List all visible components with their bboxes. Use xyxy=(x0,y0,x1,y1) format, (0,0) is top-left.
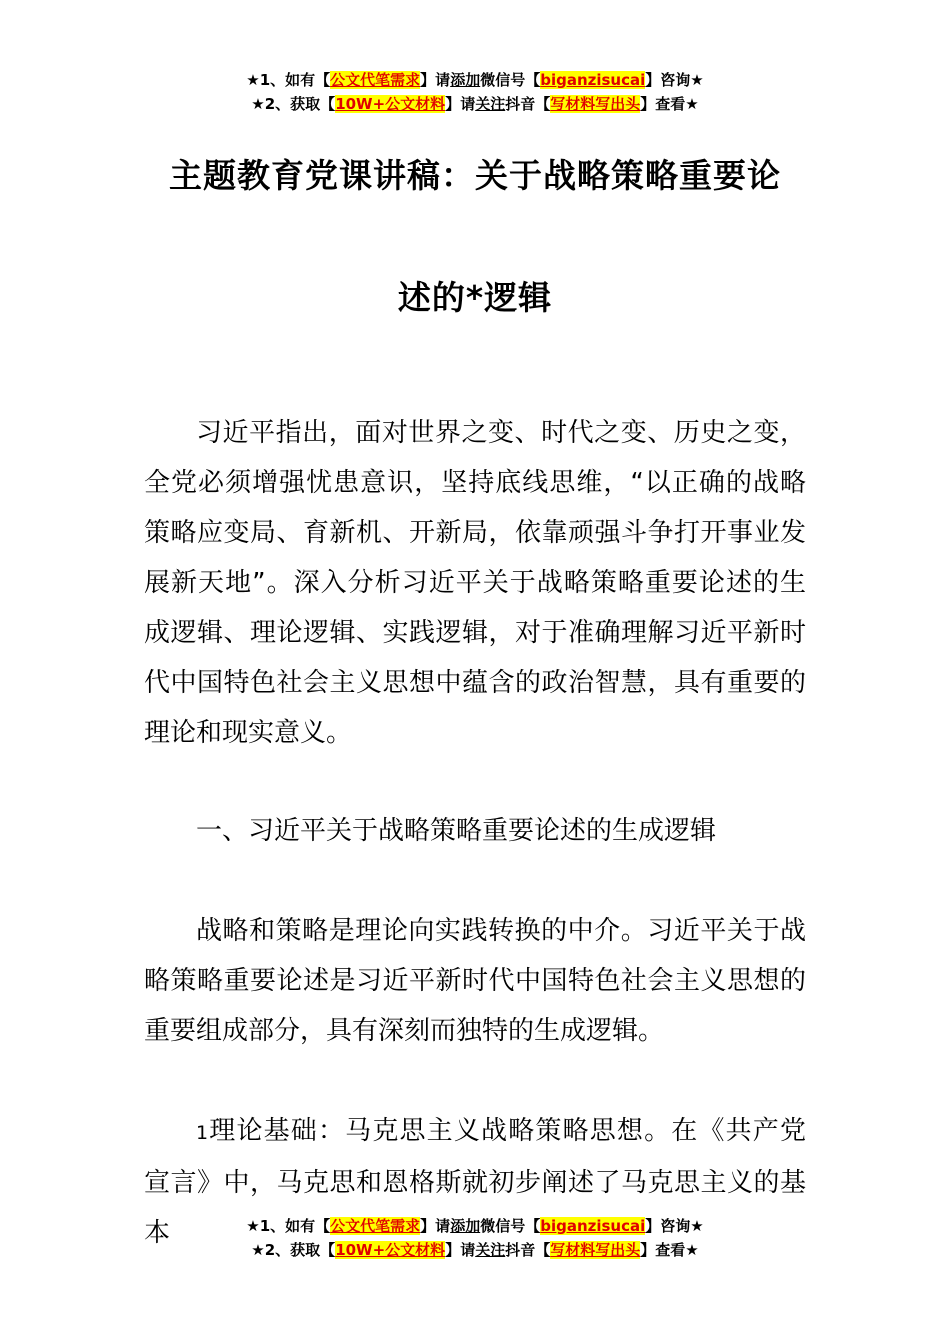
banner-line-2 xyxy=(0,92,950,116)
banner-text: 】请 xyxy=(445,1241,476,1259)
highlight-service: 公文代笔需求 xyxy=(330,71,421,89)
banner-text: 添加 xyxy=(450,1217,481,1235)
banner-text: 抖音【 xyxy=(505,95,551,113)
banner-text: 添加 xyxy=(450,71,481,89)
section-heading-1: 一、习近平关于战略策略重要论述的生成逻辑 xyxy=(196,816,717,846)
highlight-wechat-id: biganzisucai xyxy=(540,71,646,89)
highlight-service: 公文代笔需求 xyxy=(330,1217,421,1235)
banner-text: ★1、如有【 xyxy=(246,71,331,89)
banner-text: ★2、获取【 xyxy=(251,1241,336,1259)
banner-line-2 xyxy=(0,1238,950,1262)
banner-text: 】咨询★ xyxy=(645,71,704,89)
highlight-douyin-id: 写材料写出头 xyxy=(550,95,641,113)
banner-text: 抖音【 xyxy=(505,1241,551,1259)
highlight-materials: 10W+公文材料 xyxy=(335,95,446,113)
banner-text: 】查看★ xyxy=(640,1241,699,1259)
highlight-douyin-id: 写材料写出头 xyxy=(550,1241,641,1259)
banner-text: 微信号【 xyxy=(480,1217,541,1235)
paragraph-text: 理论基础：马克思主义战略策略思想。在《共产党宣言》中，马克思和恩格斯就初步阐述了马克思主义的基本 xyxy=(144,1116,806,1248)
banner-text: 】咨询★ xyxy=(645,1217,704,1235)
banner-line-1 xyxy=(0,1214,950,1238)
banner-text: ★1、如有【 xyxy=(246,1217,331,1235)
document-title-line-2: 述的*逻辑 xyxy=(397,278,553,317)
highlight-wechat-id: biganzisucai xyxy=(540,1217,646,1235)
banner-text: 】请 xyxy=(420,1217,451,1235)
banner-line-1 xyxy=(0,68,950,92)
highlight-materials: 10W+公文材料 xyxy=(335,1241,446,1259)
header-banner xyxy=(0,68,950,116)
banner-text: 微信号【 xyxy=(480,71,541,89)
banner-text: 关注 xyxy=(475,1241,506,1259)
banner-text: 】请 xyxy=(445,95,476,113)
banner-text: 】请 xyxy=(420,71,451,89)
paragraph-number: 1 xyxy=(196,1122,209,1144)
banner-text: 关注 xyxy=(475,95,506,113)
banner-text: ★2、获取【 xyxy=(251,95,336,113)
banner-text: 】查看★ xyxy=(640,95,699,113)
document-title-line-1: 主题教育党课讲稿：关于战略策略重要论 xyxy=(169,156,781,195)
footer-banner xyxy=(0,1214,950,1262)
body-paragraph-2: 战略和策略是理论向实践转换的中介。习近平关于战略策略重要论述是习近平新时代中国特色社会主义思想的重要组成部分，具有深刻而独特的生成逻辑。 xyxy=(144,916,806,1046)
body-paragraph-intro: 习近平指出，面对世界之变、时代之变、历史之变，全党必须增强忧患意识，坚持底线思维，“以正确的战略策略应变局、育新机、开新局，依靠顽强斗争打开事业发展新天地”。深入分析习近平关于战略策略重要论述的生成逻辑、理论逻辑、实践逻辑，对于准确理解习近平新时代中国特色社会主义思想中蕴含的政治智慧，具有重要的理论和现实意义。 xyxy=(144,418,806,748)
